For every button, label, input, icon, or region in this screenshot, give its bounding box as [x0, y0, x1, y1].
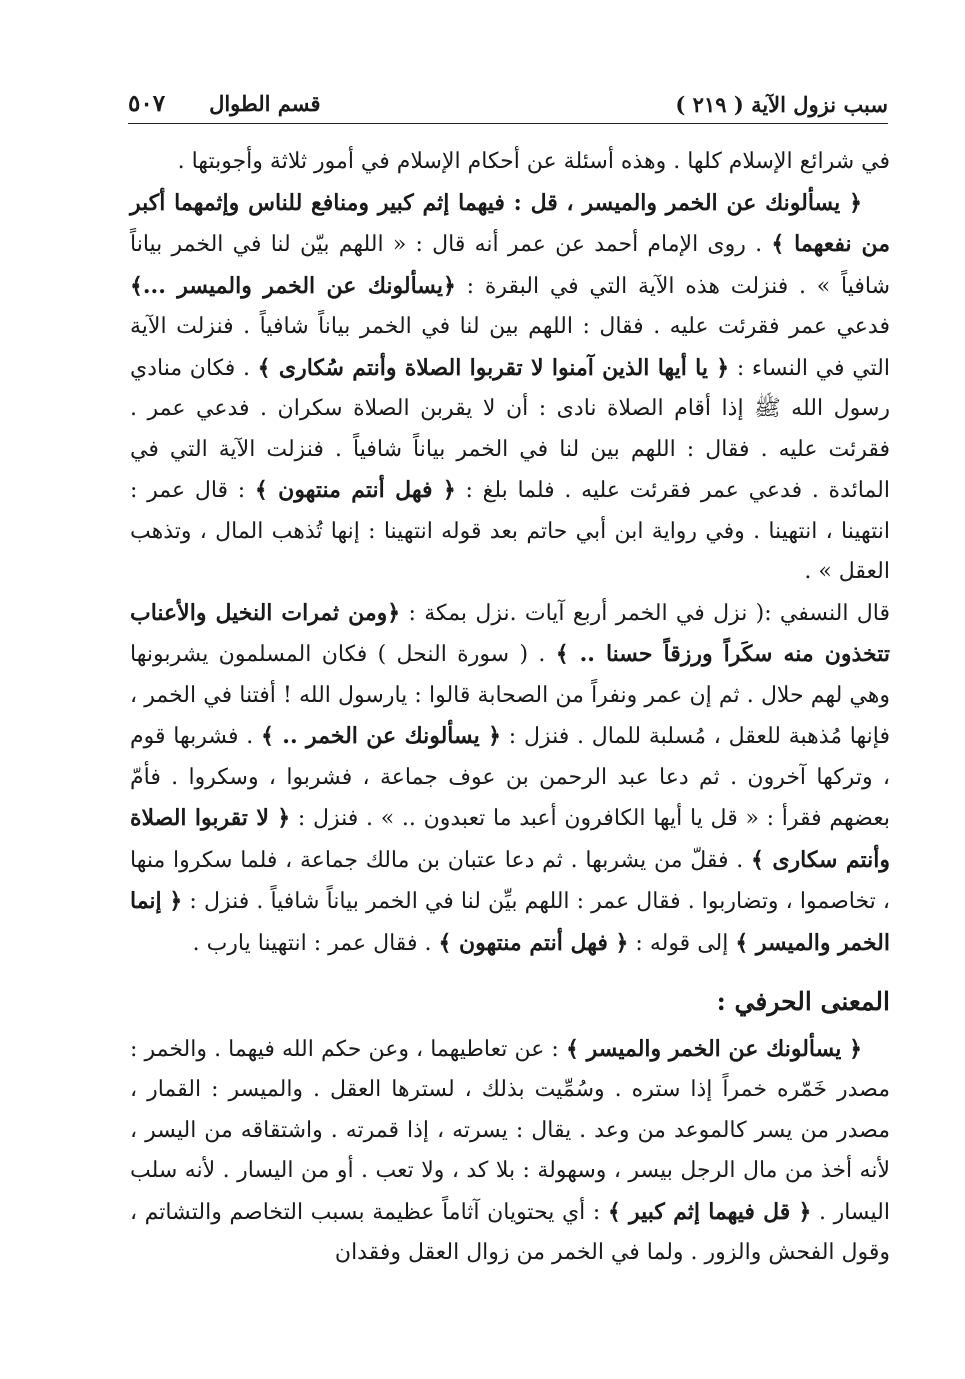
paragraph-3-text-e: إلى قوله :: [628, 930, 736, 956]
paragraph-3-text-d: . فقلّ من يشربها . ثم دعا عتبان بن مالك جماعة ، فلما سكروا منها ، تخاصموا ، وتضاربوا . فقال عمر : اللهم بيِّن لنا في الخمر بياناً شافياً . فنزل :: [130, 847, 890, 914]
verse-question-alcohol: ﴿ يسألونك عن الخمر والميسر ، قل : فيهما إثم كبير ومنافع للناس وإثمهما أكبر من نفعهما ﴾: [130, 189, 891, 257]
verse-muntahun: ﴿ فهل أنتم منتهون ﴾: [254, 477, 456, 503]
paragraph-4-text-b: : أي يحتويان آثاماً عظيمة بسبب التخاصم والتشاتم ، وقول الفحش والزور . ولما في الخمر من زوال العقل وفقدان: [130, 1199, 890, 1265]
paragraph-2-text-c: . فكان منادي رسول الله ﷺ إذا أقام الصلاة نادى : أن لا يقربن الصلاة سكران . فدعي عمر . فقرئت عليه . فقال : اللهم بين لنا في الخمر بياناً شافياً . فنزلت الآية التي في المائدة . فدعي عمر فقرئت عليه . فلما بلغ :: [130, 355, 890, 503]
paragraph-1: في شرائع الإسلام كلها . وهذه أسئلة عن أحكام الإسلام في أمور ثلاثة وأجوبتها .: [177, 149, 890, 174]
paragraph-2-text-b: فدعي عمر فقرئت عليه . فقال : اللهم بين لنا في الخمر بياناً شافياً . فنزلت الآية التي في النساء :: [130, 314, 890, 381]
paragraph-4-text-a: : عن تعاطيهما ، وعن حكم الله فيهما . والخمر : مصدر خَمّره خمراً إذا ستره . وسُمِّيت بذلك ، لسترها العقل . والميسر : القمار ، مصدر من يسر كالموعد من وعد . يقال : يسرته ، إذا قمرته . واشتقاقه من اليسر ، لأنه أخذ من مال الرجل بيسر ، وسهولة : بلا كد ، ولا تعب . أو من اليسار . لأنه سلب اليسار .: [130, 1036, 890, 1225]
verse-question-alcohol-short: ﴿ يسألونك عن الخمر .. ﴾: [260, 723, 502, 749]
verse-baqarah-ref: ﴿يسألونك عن الخمر والميسر ...﴾: [130, 272, 456, 299]
verse-la-taqrabu: ﴿ لا تقربوا الصلاة وأنتم سكارى ﴾: [130, 805, 891, 873]
section-heading: قسم الطوال: [209, 91, 321, 116]
header-left-group: [128, 90, 321, 117]
running-header: [128, 78, 888, 124]
paragraph-2: [130, 183, 890, 593]
paragraph-3-text-b: . ( سورة النحل ) فكان المسلمون يشربونها وهي لهم حلال . ثم إن عمر ونفراً من الصحابة قالوا : يارسول الله ! أفتنا في الخمر ، فإنها مُذهبة للعقل ، مُسلبة للمال . فنزل :: [130, 642, 890, 749]
verse-ithm-kabir: ﴿ قل فيهما إثم كبير ﴾: [607, 1198, 812, 1225]
paragraph-3: [130, 593, 890, 965]
verse-question-alcohol-3: ﴿ يسألونك عن الخمر والميسر ﴾: [565, 1035, 862, 1062]
page-body: [130, 142, 890, 1274]
paragraph-2-text-d: : قال عمر : انتهينا ، انتهينا . وفي رواية ابن أبي حاتم بعد قوله انتهينا : إنها تُذهب المال ، وتذهب العقل » .: [130, 478, 890, 584]
verse-muntahun-2: ﴿ فهل أنتم منتهون ﴾: [438, 929, 629, 956]
paragraph-3-text-f: . فقال عمر : انتهينا يارب .: [192, 930, 439, 956]
page-number: ٥٠٧: [128, 90, 166, 117]
paragraph-3-text-c: . فشربها قوم ، وتركها آخرون . ثم دعا عبد الرحمن بن عوف جماعة ، فشربوا ، وسكروا . فأمّ بعضهم فقرأ : « قل يا أيها الكافرون أعبد ما تعبدون .. » . فنزل :: [130, 724, 890, 831]
verse-nisa: ﴿ يا أيها الذين آمنوا لا تقربوا الصلاة وأنتم سُكارى ﴾: [257, 354, 730, 381]
paragraph-2-text-a: . روى الإمام أحمد عن عمر أنه قال : « اللهم بيّن لنا في الخمر بياناً شافياً » . فنزلت هذه الآية التي في البقرة :: [130, 232, 891, 299]
verse-innama-alkhamr: ﴿ إنما الخمر والميسر ﴾: [130, 888, 890, 956]
verse-nahl: ﴿ومن ثمرات النخيل والأعناب تتخذون منه سكَراً ورزقاً حسنا .. ﴾: [130, 599, 891, 667]
paragraph-4: [130, 1029, 890, 1274]
section-title: المعنى الحرفي :: [716, 987, 890, 1016]
chapter-heading: سبب نزول الآية ( ٢١٩ ): [675, 92, 888, 117]
paragraph-3-text-a: قال النسفي :( نزل في الخمر أربع آيات .نزل بمكة :: [400, 600, 890, 626]
